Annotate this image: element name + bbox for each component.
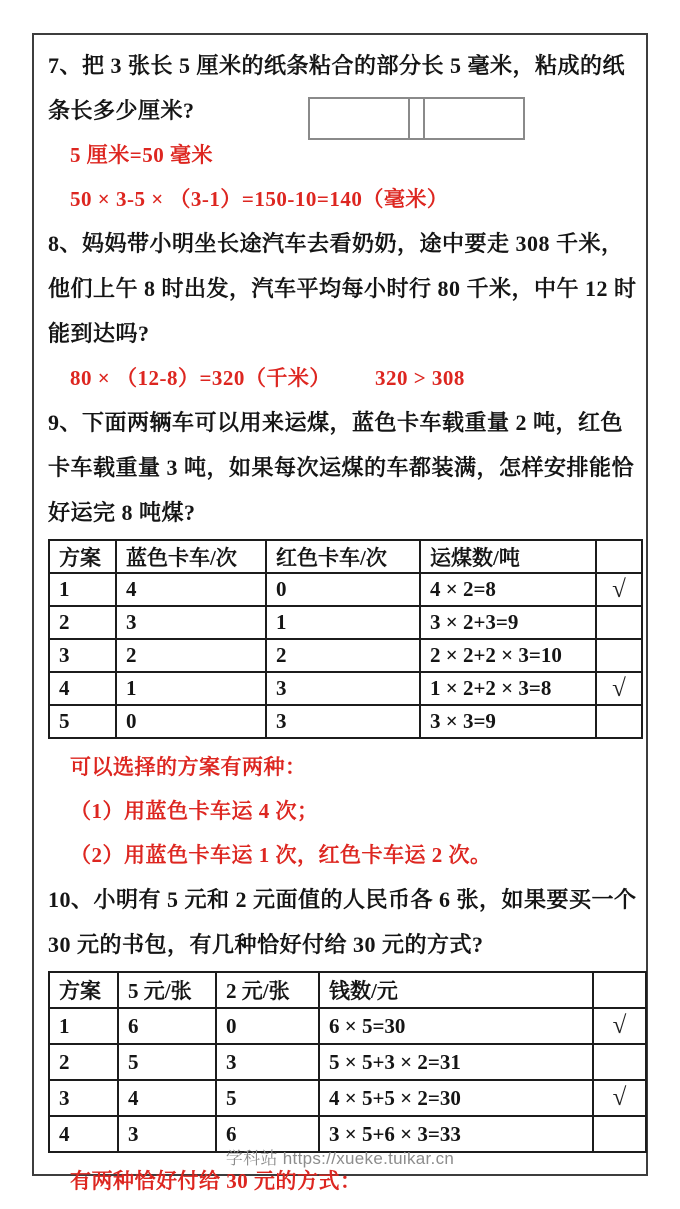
header-row xyxy=(49,540,642,573)
answer-10-line-1: 有两种恰好付给 30 元的方式： xyxy=(70,1169,362,1193)
table-cell: 0 xyxy=(266,573,420,606)
header-row xyxy=(49,972,646,1008)
table-cell: 5 xyxy=(216,1080,319,1116)
answer-9-line-3: （2）用蓝色卡车运 1 次，红色卡车运 2 次。 xyxy=(70,843,492,867)
table-cell: 3 xyxy=(49,639,116,672)
table-cell: 1 xyxy=(49,1008,118,1044)
table-cell: 3 xyxy=(266,705,420,738)
checkmark-cell: √ xyxy=(593,1080,646,1116)
table-cell: 2 xyxy=(49,606,116,639)
answer-8-comparison: 320 > 308 xyxy=(374,366,465,390)
header-cell xyxy=(593,972,646,1008)
header-cell: 方案 xyxy=(49,540,116,573)
money-payment-plan-table xyxy=(48,971,647,1153)
header-cell: 5 元/张 xyxy=(118,972,216,1008)
question-9-text: 9、下面两辆车可以用来运煤，蓝色卡车载重量 2 吨，红色卡车载重量 3 吨，如果每次运煤的车都装满，怎样安排能恰好运完 8 吨煤? xyxy=(48,410,635,525)
table-row xyxy=(49,1008,646,1044)
table-cell: 6 × 5=30 xyxy=(319,1008,593,1044)
table-cell: 4 xyxy=(49,1116,118,1152)
table-row xyxy=(49,1080,646,1116)
question-10-text: 10、小明有 5 元和 2 元面值的人民币各 6 张，如果要买一个 30 元的书包，有几种恰好付给 30 元的方式? xyxy=(48,887,637,957)
table-cell: 3 xyxy=(266,672,420,705)
table-cell: 3 xyxy=(118,1116,216,1152)
table-row xyxy=(49,606,642,639)
worksheet-border-box xyxy=(32,33,648,1193)
answer-9-line-1: 可以选择的方案有两种： xyxy=(70,755,307,779)
answer-8-equation: 80 × （12-8）=320（千米） xyxy=(70,366,331,390)
empty-check-cell xyxy=(593,1044,646,1080)
answer-7-line-2: 50 × 3-5 × （3-1）=150-10=140（毫米） xyxy=(70,187,449,211)
table-cell: 1 xyxy=(266,606,420,639)
empty-check-cell xyxy=(596,705,642,738)
table-cell: 6 xyxy=(216,1116,319,1152)
worksheet-content xyxy=(48,43,638,1203)
table-cell: 4 × 5+5 × 2=30 xyxy=(319,1080,593,1116)
table-cell: 5 xyxy=(118,1044,216,1080)
table-row xyxy=(49,639,642,672)
checkmark-cell: √ xyxy=(596,573,642,606)
answer-8-line xyxy=(48,356,638,400)
table-cell: 0 xyxy=(216,1008,319,1044)
checkmark-cell: √ xyxy=(596,672,642,705)
empty-check-cell xyxy=(596,639,642,672)
table-row xyxy=(49,573,642,606)
table-cell: 4 xyxy=(118,1080,216,1116)
header-cell: 2 元/张 xyxy=(216,972,319,1008)
table-cell: 2 xyxy=(266,639,420,672)
table-cell: 3 × 5+6 × 3=33 xyxy=(319,1116,593,1152)
table-cell: 2 xyxy=(116,639,266,672)
table-cell: 3 xyxy=(116,606,266,639)
table-cell: 4 × 2=8 xyxy=(420,573,596,606)
table-row xyxy=(49,705,642,738)
table-cell: 3 × 2+3=9 xyxy=(420,606,596,639)
header-cell: 钱数/元 xyxy=(319,972,593,1008)
header-cell: 红色卡车/次 xyxy=(266,540,420,573)
table-row xyxy=(49,1044,646,1080)
site-watermark: 学科站 https://xueke.tuikar.cn xyxy=(225,1149,455,1168)
header-cell: 方案 xyxy=(49,972,118,1008)
table-cell: 3 × 3=9 xyxy=(420,705,596,738)
answer-7-line-1: 5 厘米=50 毫米 xyxy=(70,143,213,167)
table-cell: 6 xyxy=(118,1008,216,1044)
table-cell: 4 xyxy=(116,573,266,606)
table-cell: 3 xyxy=(49,1080,118,1116)
question-8-text: 8、妈妈带小明坐长途汽车去看奶奶，途中要走 308 千米，他们上午 8 时出发，汽车平均每小时行 80 千米，中午 12 时能到达吗? xyxy=(48,231,637,346)
header-cell: 蓝色卡车/次 xyxy=(116,540,266,573)
table-cell: 1 xyxy=(116,672,266,705)
table-cell: 1 × 2+2 × 3=8 xyxy=(420,672,596,705)
checkmark-cell: √ xyxy=(593,1008,646,1044)
table-cell: 5 xyxy=(49,705,116,738)
header-cell: 运煤数/吨 xyxy=(420,540,596,573)
table-cell: 2 × 2+2 × 3=10 xyxy=(420,639,596,672)
empty-check-cell xyxy=(596,606,642,639)
table-cell: 0 xyxy=(116,705,266,738)
header-cell xyxy=(596,540,642,573)
table-cell: 4 xyxy=(49,672,116,705)
answer-9-line-2: （1）用蓝色卡车运 4 次； xyxy=(70,799,319,823)
table-cell: 2 xyxy=(49,1044,118,1080)
table-cell: 3 xyxy=(216,1044,319,1080)
table-cell: 5 × 5+3 × 2=31 xyxy=(319,1044,593,1080)
question-7-text: 7、把 3 张长 5 厘米的纸条粘合的部分长 5 毫米，粘成的纸条长多少厘米? xyxy=(48,53,626,123)
table-row xyxy=(49,672,642,705)
table-cell: 1 xyxy=(49,573,116,606)
coal-transport-plan-table xyxy=(48,539,643,739)
